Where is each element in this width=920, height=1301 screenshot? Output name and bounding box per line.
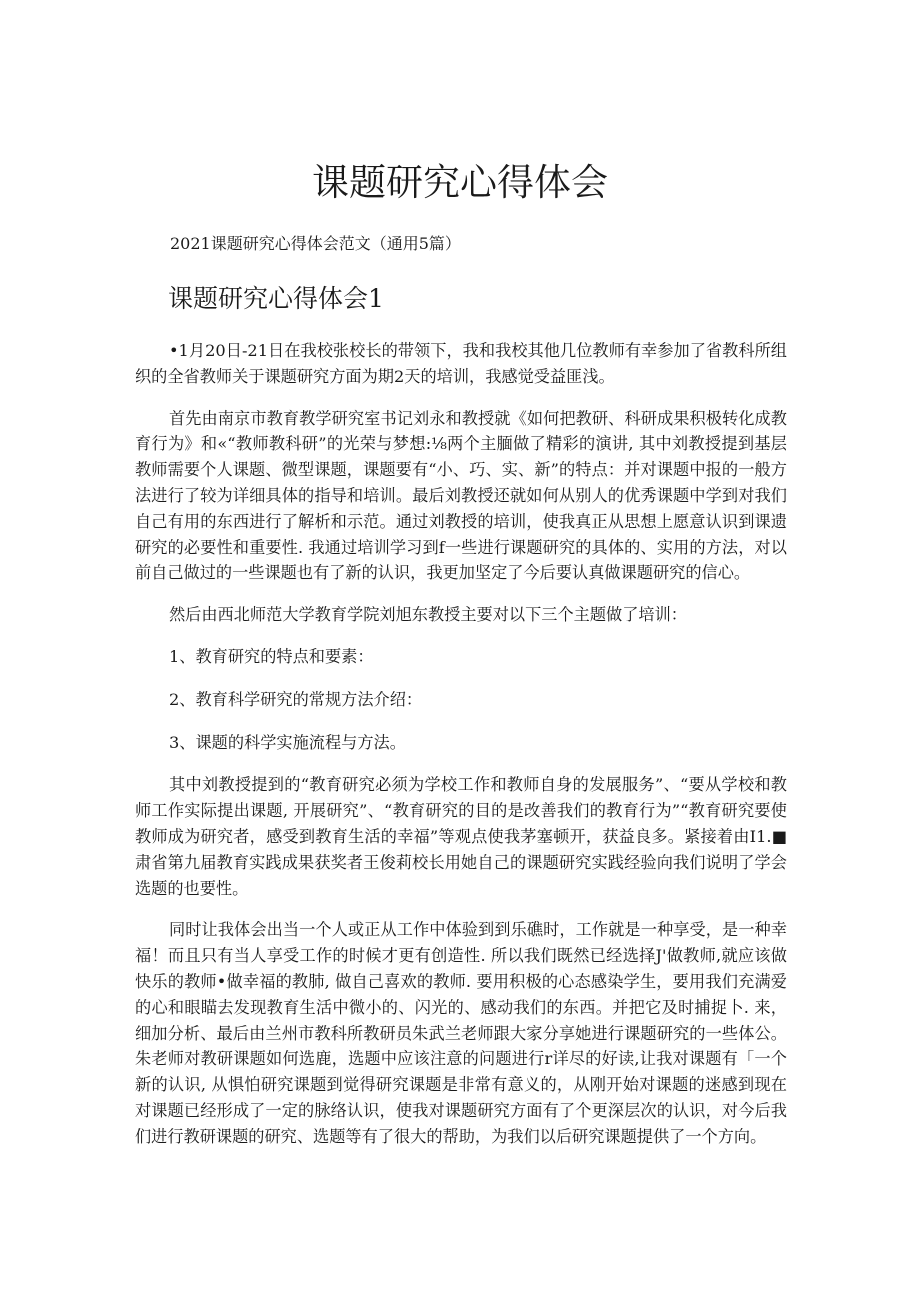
list-item-1: 1、教育研究的特点和要素： bbox=[169, 646, 374, 666]
document-title: 课题研究心得体会 bbox=[312, 161, 608, 204]
section-heading: 课题研究心得体会1 bbox=[168, 284, 384, 313]
paragraph-northwest-lecture: 然后由西北师范大学教育学院刘旭东教授主要对以下三个主题做了培训： bbox=[169, 605, 687, 625]
paragraph-viewpoints: 其中刘教授提到的“教育研究必须为学校工作和教师自身的发展服务”、“要从学校和教师工作实际提出课题, 开展研究”、“教育研究的目的是改善我们的教育行为”“教育研究要使教师成为研究者，感受到教育生活的幸福”等观点使我茅塞顿开，获益良多。紧接着由I1.■肃省第九届教育实践成果获奖者王俊莉校长用她自己的课题研究实践经验向我们说明了学会选题的也要性。 bbox=[135, 775, 787, 898]
list-item-2: 2、教育科学研究的常规方法介绍： bbox=[169, 689, 423, 709]
document-body bbox=[135, 338, 787, 1166]
paragraph-reflection: 同时让我体会出当一个人或正从工作中体验到到乐礁时，工作就是一种享受，是一种幸福！而且只有当人享受工作的时候才更有创造性. 所以我们既然已经选择J'做教师,就应该做快乐的教师•做幸福的教肺, 做自己喜欢的教师. 要用积极的心态感染学生，要用我们充满爱的心和眼瞄去发现教育生活中微小的、闪光的、感动我们的东西。并把它及时捕捉卜. 来，细加分析、最后由兰州市教科所教研员朱武兰老师跟大家分享她进行课题研究的一些体公。朱老师对教研课题如何选鹿，选题中应该注意的问题进行r详尽的好读,让我对课题有「一个新的认识, 从惧怕研究课题到觉得研究课题是非常有意义的，从刚开始对课题的迷感到现在对课题已经形成了一定的脉络认识，使我对课题研究方面有了个更深层次的认识，对今后我们进行教研课题的研究、选题等有了很大的帮助，为我们以后研究课题提供了一个方向。 bbox=[135, 920, 787, 1146]
paragraph-intro: •1月20日-21日在我校张校长的带领下，我和我校其他几位教师有幸参加了省教科所组织的全省教师关于课题研究方面为期2天的培训，我感觉受益匪浅。 bbox=[135, 341, 787, 386]
paragraph-nanjing-lecture: 首先由南京市教育教学研究室书记刘永和教授就《如何把教研、科研成果积极转化成教育行为》和«“教师教科研”的光荣与梦想:⅛两个主腼做了精彩的演讲, 其中刘教授提到基层教师需要个人课题、微型课题，课题要有“小、巧、实、新”的特点：并对课题中报的一般方法进行了较为详细具体的指导和培训。最后刘教授还就如何从别人的优秀课题中学到对我们自己有用的东西进行了解析和示范。通过刘教授的培训，使我真正从思想上愿意认识到课遗研究的必要性和重要性. 我通过培训学习到f一些进行课题研究的具体的、实用的方法，对以前自己做过的一些课题也有了新的认识，我更加坚定了今后要认真做课题研究的信心。 bbox=[135, 408, 787, 583]
list-item-3: 3、课题的科学实施流程与方法。 bbox=[169, 732, 406, 752]
document-subtitle: 2021课题研究心得体会范文（通用5篇） bbox=[170, 234, 461, 253]
